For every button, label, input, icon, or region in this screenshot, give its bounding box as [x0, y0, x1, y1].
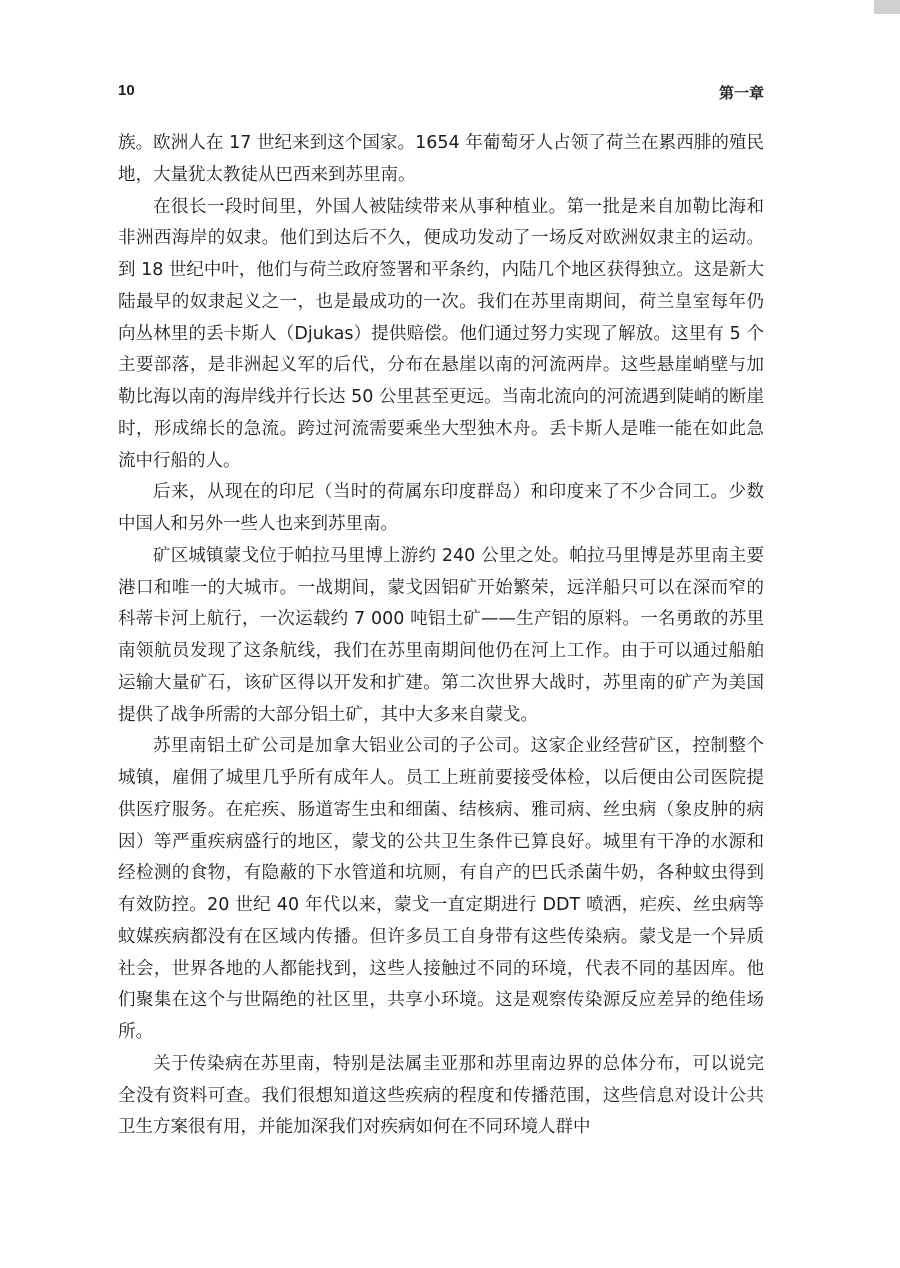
- page-corner-mark: [874, 0, 900, 14]
- paragraph-5: 苏里南铝土矿公司是加拿大铝业公司的子公司。这家企业经营矿区，控制整个城镇，雇佣了城里几乎所有成年人。员工上班前要接受体检，以后便由公司医院提供医疗服务。在疟疾、肠道寄生虫和细菌、结核病、雅司病、丝虫病（象皮肿的病因）等严重疾病盛行的地区，蒙戈的公共卫生条件已算良好。城里有干净的水源和经检测的食物，有隐蔽的下水管道和坑厕，有自产的巴氏杀菌牛奶，各种蚊虫得到有效防控。20 世纪 40 年代以来，蒙戈一直定期进行 DDT 喷洒，疟疾、丝虫病等蚊媒疾病都没有在区域内传播。但许多员工自身带有这些传染病。蒙戈是一个异质社会，世界各地的人都能找到，这些人接触过不同的环境，代表不同的基因库。他们聚集在这个与世隔绝的社区里，共享小环境。这是观察传染源反应差异的绝佳场所。: [118, 736, 764, 1042]
- paragraph-3: 后来，从现在的印尼（当时的荷属东印度群岛）和印度来了不少合同工。少数中国人和另外一些人也来到苏里南。: [118, 482, 764, 534]
- paragraph-4: 矿区城镇蒙戈位于帕拉马里博上游约 240 公里之处。帕拉马里博是苏里南主要港口和唯一的大城市。一战期间，蒙戈因铝矿开始繁荣，远洋船只可以在深而窄的科蒂卡河上航行，一次运载约 7 000 吨铝土矿——生产铝的原料。一名勇敢的苏里南领航员发现了这条航线，我们在苏里南期间他仍在河上工作。由于可以通过船舶运输大量矿石，该矿区得以开发和扩建。第二次世界大战时，苏里南的矿产为美国提供了战争所需的大部分铝土矿，其中大多来自蒙戈。: [118, 545, 764, 725]
- paragraph-2: 在很长一段时间里，外国人被陆续带来从事种植业。第一批是来自加勒比海和非洲西海岸的奴隶。他们到达后不久，便成功发动了一场反对欧洲奴隶主的运动。到 18 世纪中叶，他们与荷兰政府签署和平条约，内陆几个地区获得独立。这是新大陆最早的奴隶起义之一，也是最成功的一次。我们在苏里南期间，荷兰皇室每年仍向丛林里的丢卡斯人（Djukas）提供赔偿。他们通过努力实现了解放。这里有 5 个主要部落，是非洲起义军的后代，分布在悬崖以南的河流两岸。这些悬崖峭壁与加勒比海以南的海岸线并行长达 50 公里甚至更远。当南北流向的河流遇到陡峭的断崖时，形成绵长的急流。跨过河流需要乘坐大型独木舟。丢卡斯人是唯一能在如此急流中行船的人。: [118, 196, 764, 471]
- chapter-title: 第一章: [718, 84, 764, 102]
- body-text: [118, 128, 764, 1144]
- paragraph-6: 关于传染病在苏里南，特别是法属圭亚那和苏里南边界的总体分布，可以说完全没有资料可查。我们很想知道这些疾病的程度和传播范围，这些信息对设计公共卫生方案很有用，并能加深我们对疾病如何在不同环境人群中: [118, 1053, 764, 1138]
- paragraph-1: 族。欧洲人在 17 世纪来到这个国家。1654 年葡萄牙人占领了荷兰在累西腓的殖民地，大量犹太教徒从巴西来到苏里南。: [118, 133, 764, 185]
- page-number: 10: [118, 82, 135, 99]
- running-header: [118, 82, 764, 104]
